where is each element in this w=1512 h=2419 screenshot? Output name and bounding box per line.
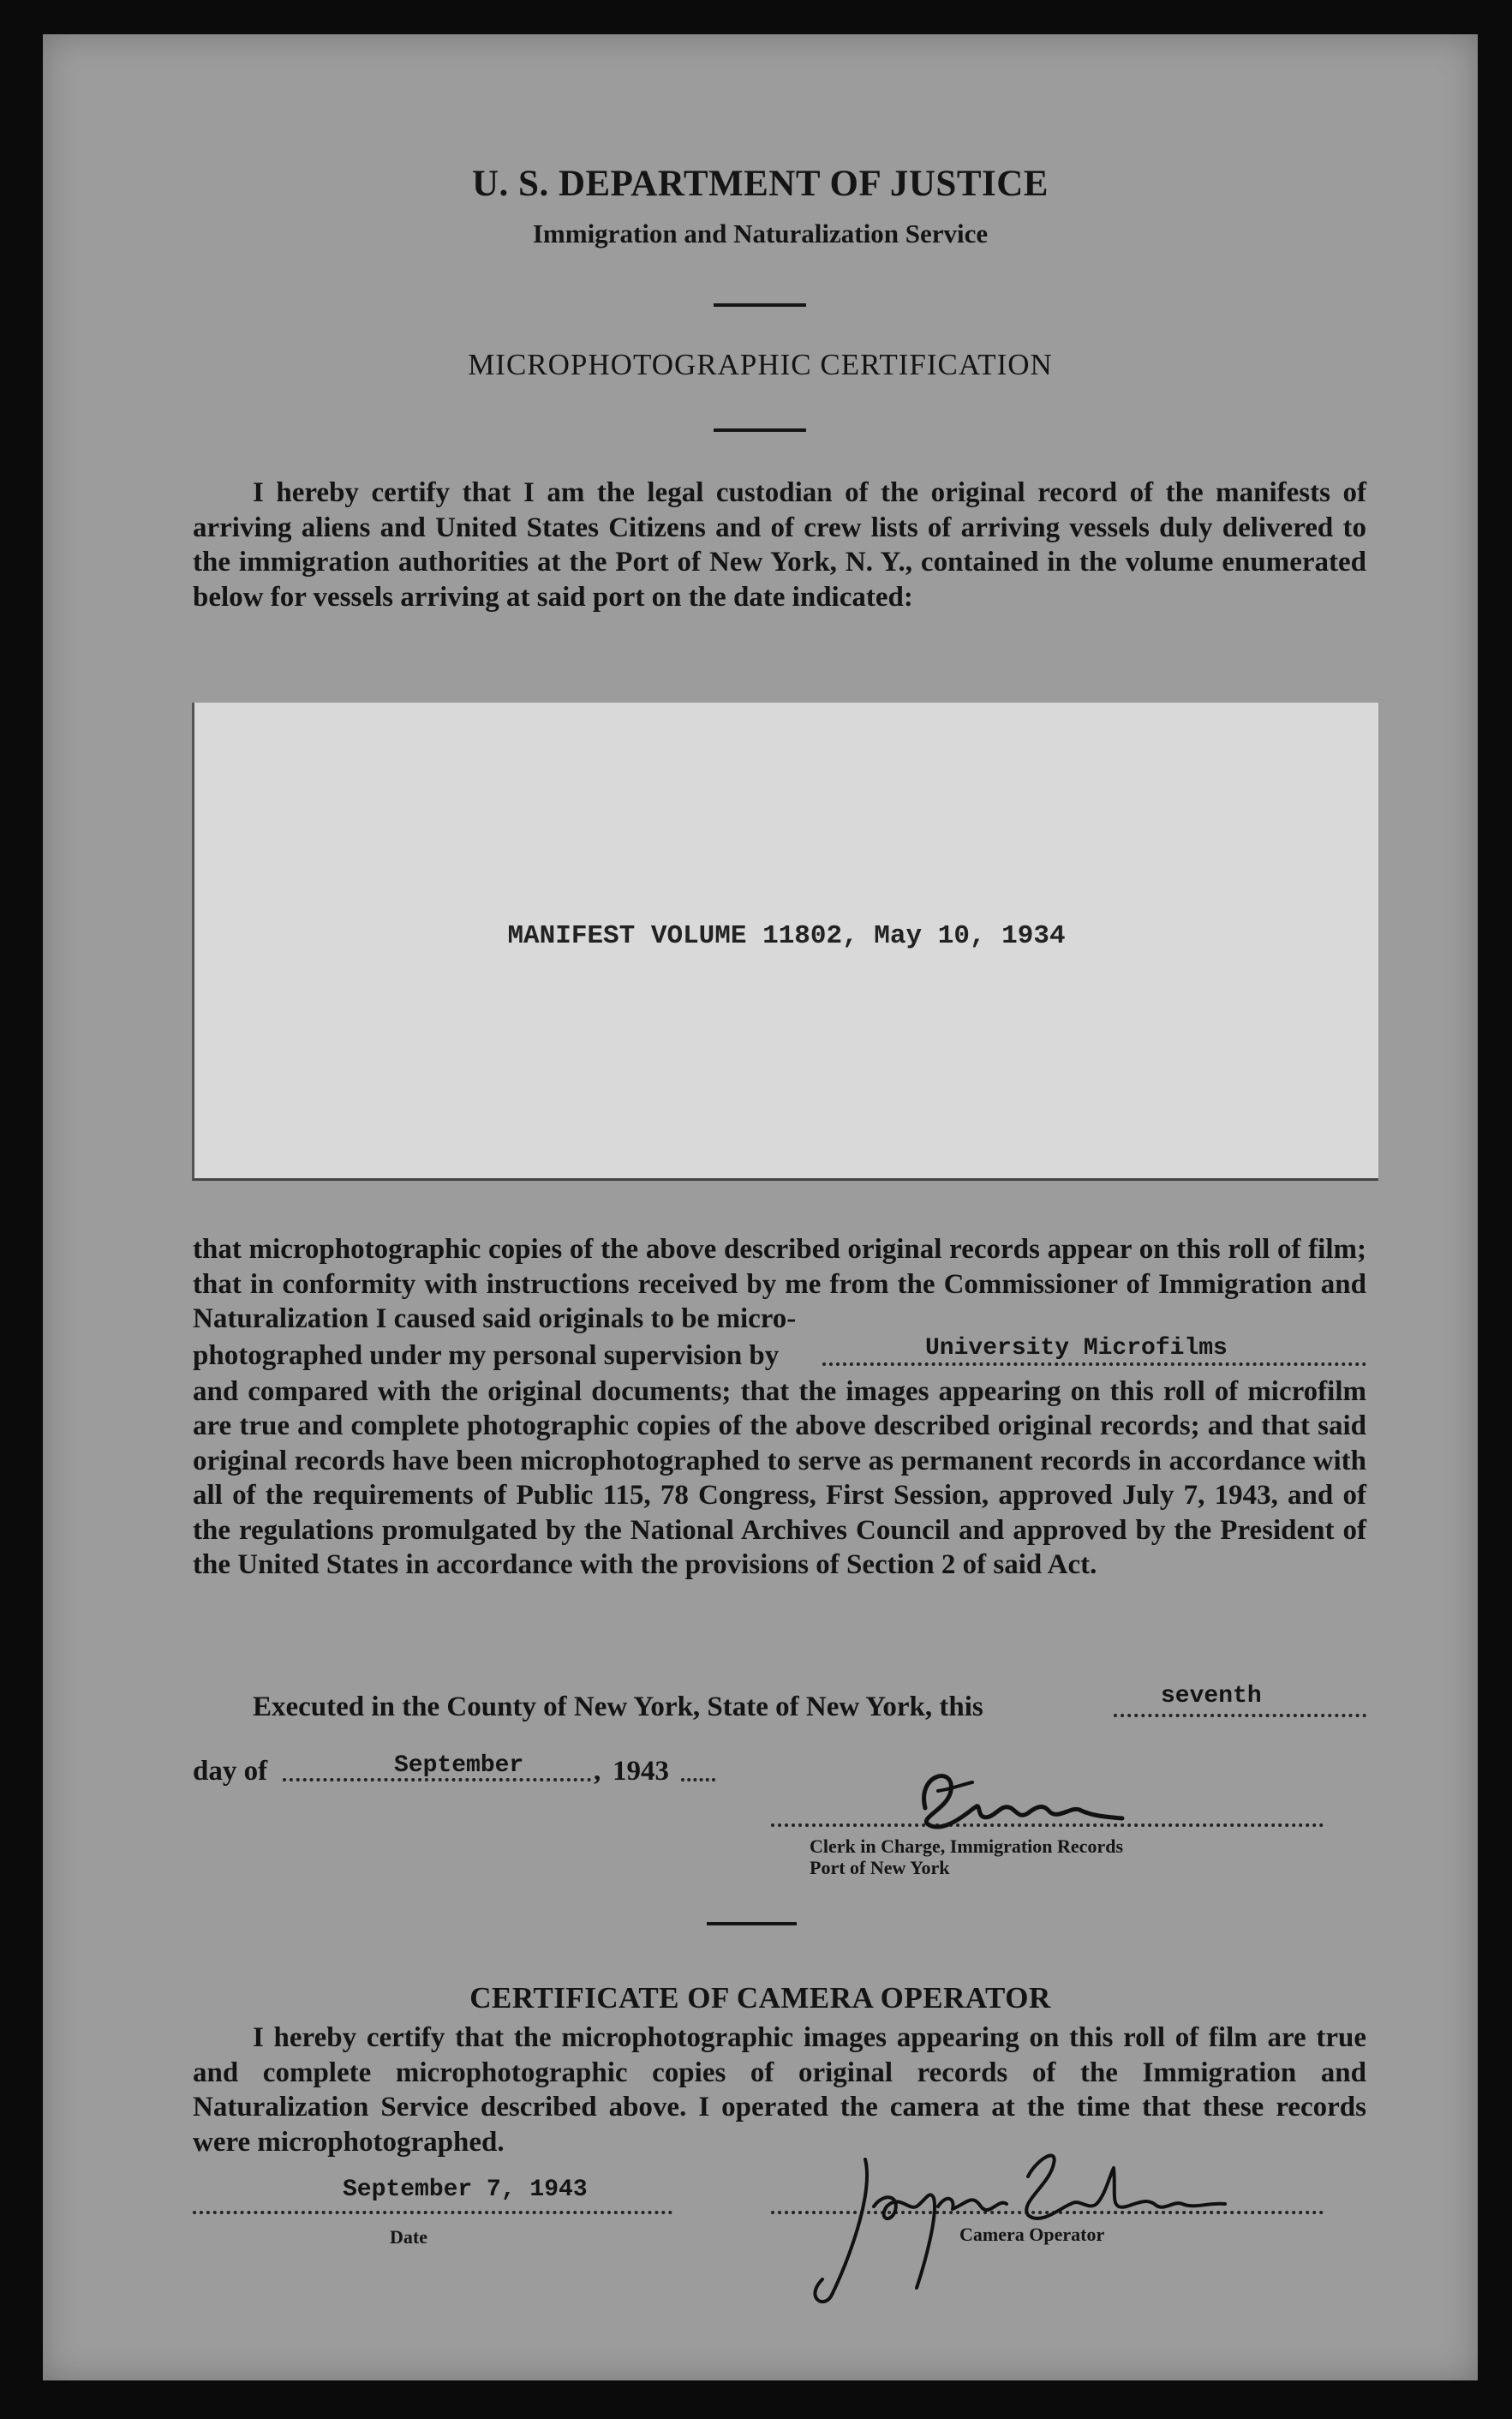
date-value: September 7, 1943 xyxy=(343,2177,588,2203)
day-of-label: day of xyxy=(193,1756,268,1787)
camera-operator-text: I hereby certify that the microphotographic images appearing on this roll of film are true and complete microphotographic copies of original records of the Immigration and Naturalization Service described above. I operated the camera at the time that these records were microphotographed. xyxy=(193,2022,1366,2158)
certification-heading: MICROPHOTOGRAPHIC CERTIFICATION xyxy=(468,348,1053,381)
divider xyxy=(707,1922,797,1925)
body-text-part2: and compared with the original documents; that the images appearing on this roll of microfilm are true and complete photographic copies of the above described original records; and that said original records have been microphotographed to serve as permanent records in accordance with all of the requirements of Public 115, 78 Congress, First Session, approved July 7, 1943, and of the regulations promulgated by the National Archives Council and approved by the President of the United States in accordance with the provisions of Section 2 of said Act. xyxy=(193,1375,1366,1580)
month-value: September xyxy=(394,1752,524,1779)
clerk-title-line2: Port of New York xyxy=(810,1857,950,1878)
intro-paragraph xyxy=(193,476,1366,614)
supervision-prefix: photographed under my personal supervision by xyxy=(193,1339,780,1371)
manifest-volume-box xyxy=(192,703,1378,1181)
operator-signature xyxy=(771,2125,1285,2314)
body-paragraph xyxy=(193,1232,1366,1583)
camera-operator-heading: CERTIFICATE OF CAMERA OPERATOR xyxy=(469,1981,1051,2015)
executed-line xyxy=(253,1683,1366,1727)
intro-text: I hereby certify that I am the legal custodian of the original record of the manifests of arriving aliens and United States Citizens and of crew lists of arriving vessels duly delivered to the immigration authorities at the Port of New York, N. Y., contained in the volume enumerated below for vessels arriving at said port on the date indicated: xyxy=(193,477,1366,613)
executed-prefix: Executed in the County of New York, State of New York, this xyxy=(253,1692,983,1722)
day-dotted-line xyxy=(1114,1714,1366,1717)
agency-title: U. S. DEPARTMENT OF JUSTICE xyxy=(471,164,1049,204)
clerk-title xyxy=(810,1835,1255,1878)
clerk-title-line1: Clerk in Charge, Immigration Records xyxy=(810,1835,1124,1857)
service-subtitle: Immigration and Naturalization Service xyxy=(532,219,989,248)
operator-label: Camera Operator xyxy=(959,2224,1105,2245)
manifest-volume-label: MANIFEST VOLUME 11802, May 10, 1934 xyxy=(507,921,1066,951)
year-value: 1943 xyxy=(613,1756,669,1787)
day-of-line: day of September , 1943 xyxy=(193,1754,878,1792)
body-text-part1: that microphotographic copies of the above described original records appear on this roll of film; that in conformity with instructions received by me from the Commissioner of Immigration and Naturalization I caused said originals to be micro- xyxy=(193,1234,1366,1334)
date-dotted-line xyxy=(193,2211,672,2214)
filmer-name: University Microfilms xyxy=(925,1334,1228,1362)
divider xyxy=(714,303,806,307)
certificate-page xyxy=(43,34,1478,2380)
day-value: seventh xyxy=(1161,1683,1262,1709)
date-label: Date xyxy=(390,2226,427,2248)
year-dotted-line xyxy=(681,1778,715,1781)
clerk-signature xyxy=(891,1757,1148,1842)
supervision-line xyxy=(193,1334,1366,1374)
divider xyxy=(714,428,806,432)
